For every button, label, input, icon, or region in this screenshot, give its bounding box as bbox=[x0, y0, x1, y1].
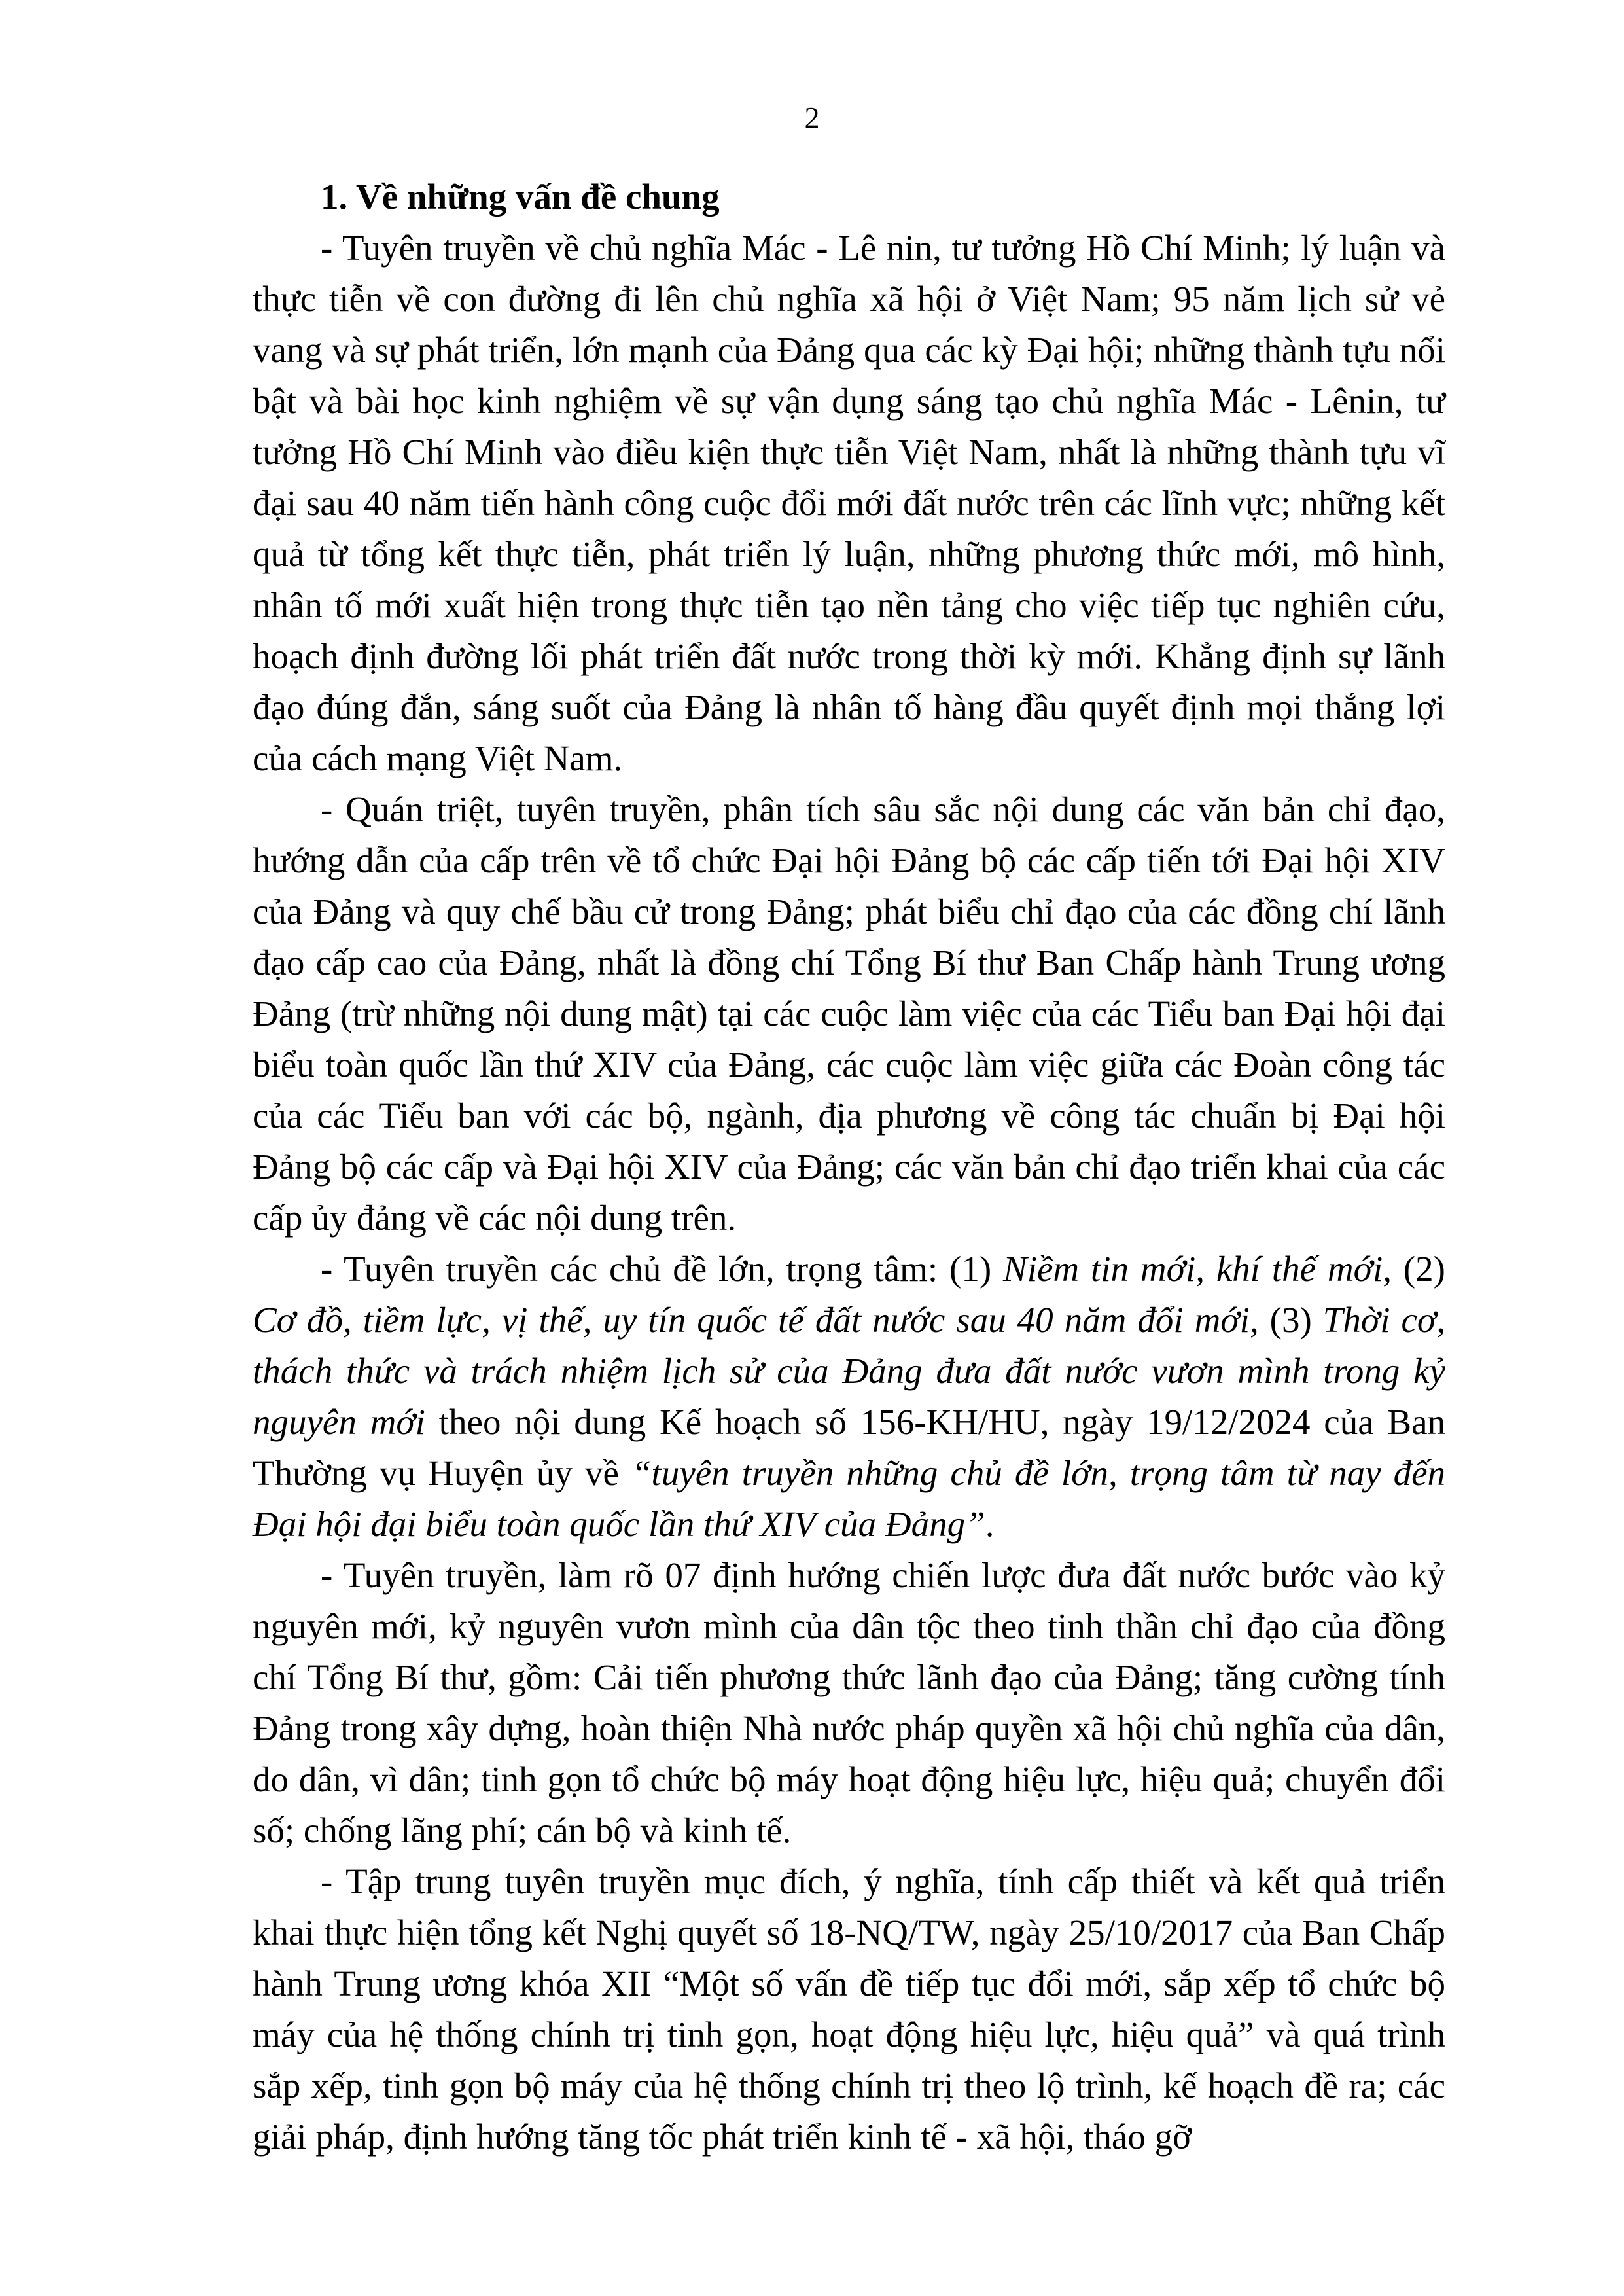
italic-text: Cơ đồ, tiềm lực, vị thế, uy tín quốc tế đất nước sau 40 năm đổi mới bbox=[253, 1300, 1250, 1340]
page-number: 2 bbox=[804, 101, 820, 134]
paragraph-text: - Tuyên truyền về chủ nghĩa Mác - Lê nin, tư tưởng Hồ Chí Minh; lý luận và thực tiễn về con đường đi lên chủ nghĩa xã hội ở Việt Nam; 95 năm lịch sử vẻ vang và sự phát triển, lớn mạnh của Đảng qua các kỳ Đại hội; những thành tựu nổi bật và bài học kinh nghiệm về sự vận dụng sáng tạo chủ nghĩa Mác - Lênin, tư tưởng Hồ Chí Minh vào điều kiện thực tiễn Việt Nam, nhất là những thành tựu vĩ đại sau 40 năm tiến hành công cuộc đổi mới đất nước trên các lĩnh vực; những kết quả từ tổng kết thực tiễn, phát triển lý luận, những phương thức mới, mô hình, nhân tố mới xuất hiện trong thực tiễn tạo nền tảng cho việc tiếp tục nghiên cứu, hoạch định đường lối phát triển đất nước trong thời kỳ mới. Khẳng định sự lãnh đạo đúng đắn, sáng suốt của Đảng là nhân tố hàng đầu quyết định mọi thắng lợi của cách mạng Việt Nam. bbox=[253, 228, 1445, 778]
paragraph-text: - Tuyên truyền các chủ đề lớn, trọng tâm: (1) bbox=[321, 1249, 1004, 1289]
section-heading: 1. Về những vấn đề chung bbox=[321, 177, 720, 217]
paragraph-list bbox=[253, 223, 1445, 2162]
paragraph-text: , (2) bbox=[1383, 1249, 1445, 1289]
paragraph-text: - Tuyên truyền, làm rõ 07 định hướng chiến lược đưa đất nước bước vào kỷ nguyên mới, kỷ nguyên vươn mình của dân tộc theo tinh thần chỉ đạo của đồng chí Tổng Bí thư, gồm: Cải tiến phương thức lãnh đạo của Đảng; tăng cường tính Đảng trong xây dựng, hoàn thiện Nhà nước pháp quyền xã hội chủ nghĩa của dân, do dân, vì dân; tinh gọn tổ chức bộ máy hoạt động hiệu lực, hiệu quả; chuyển đổi số; chống lãng phí; cán bộ và kinh tế. bbox=[253, 1555, 1445, 1850]
paragraph-text: . bbox=[985, 1504, 995, 1544]
italic-text: “tuyên truyền những chủ đề lớn, trọng tâm từ nay đến Đại hội đại biểu toàn quốc lần thứ XIV của Đảng” bbox=[253, 1453, 1445, 1544]
body-paragraph bbox=[253, 784, 1445, 1244]
paragraph-text: - Quán triệt, tuyên truyền, phân tích sâu sắc nội dung các văn bản chỉ đạo, hướng dẫn của cấp trên về tổ chức Đại hội Đảng bộ các cấp tiến tới Đại hội XIV của Đảng và quy chế bầu cử trong Đảng; phát biểu chỉ đạo của các đồng chí lãnh đạo cấp cao của Đảng, nhất là đồng chí Tổng Bí thư Ban Chấp hành Trung ương Đảng (trừ những nội dung mật) tại các cuộc làm việc của các Tiểu ban Đại hội đại biểu toàn quốc lần thứ XIV của Đảng, các cuộc làm việc giữa các Đoàn công tác của các Tiểu ban với các bộ, ngành, địa phương về công tác chuẩn bị Đại hội Đảng bộ các cấp và Đại hội XIV của Đảng; các văn bản chỉ đạo triển khai của các cấp ủy đảng về các nội dung trên. bbox=[253, 789, 1445, 1238]
body-paragraph bbox=[253, 1856, 1445, 2162]
document-body bbox=[253, 171, 1445, 2162]
body-paragraph bbox=[253, 223, 1445, 784]
paragraph-text: , (3) bbox=[1249, 1300, 1323, 1340]
body-paragraph bbox=[253, 1550, 1445, 1856]
paragraph-text: - Tập trung tuyên truyền mục đích, ý nghĩa, tính cấp thiết và kết quả triển khai thực hiện tổng kết Nghị quyết số 18-NQ/TW, ngày 25/10/2017 của Ban Chấp hành Trung ương khóa XII “Một số vấn đề tiếp tục đổi mới, sắp xếp tổ chức bộ máy của hệ thống chính trị tinh gọn, hoạt động hiệu lực, hiệu quả” và quá trình sắp xếp, tinh gọn bộ máy của hệ thống chính trị theo lộ trình, kế hoạch đề ra; các giải pháp, định hướng tăng tốc phát triển kinh tế - xã hội, tháo gỡ bbox=[253, 1861, 1445, 2157]
paragraph-text: theo nội dung Kế hoạch số 156-KH/HU, ngày 19/12/2024 của Ban Thường vụ Huyện ủy về bbox=[253, 1402, 1445, 1493]
italic-text: Niềm tin mới, khí thế mới bbox=[1003, 1249, 1383, 1289]
italic-text: Thời cơ, thách thức và trách nhiệm lịch sử của Đảng đưa đất nước vươn mình trong kỷ nguyên mới bbox=[253, 1300, 1445, 1442]
body-paragraph bbox=[253, 1244, 1445, 1550]
